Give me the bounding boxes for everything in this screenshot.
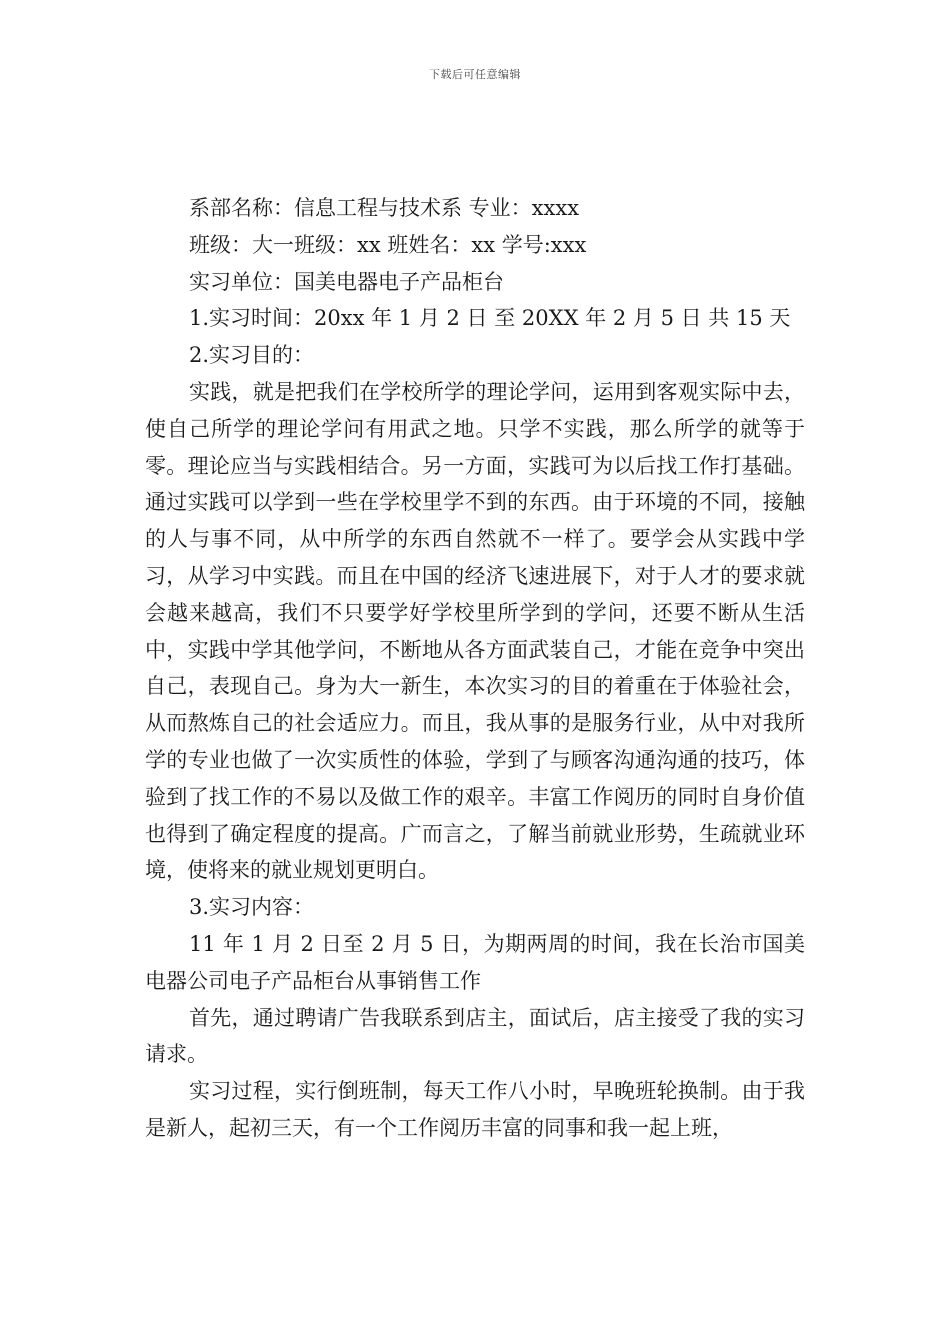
paragraph-purpose-body: 实践，就是把我们在学校所学的理论学问，运用到客观实际中去，使自己所学的理论学问有用武之地。只学不实践，那么所学的就等于零。理论应当与实践相结合。另一方面，实践可为以后找工作打基础。通过实践可以学到一些在学校里学不到的东西。由于环境的不同，接触的人与事不同，从中所学的东西自然就不一样了。要学会从实践中学习，从学习中实践。而且在中国的经济飞速进展下，对于人才的要求就会越来越高，我们不只要学好学校里所学到的学问，还要不断从生活中，实践中学其他学问，不断地从各方面武装自己，才能在竞争中突出自己，表现自己。身为大一新生，本次实习的目的着重在于体验社会，从而熬炼自己的社会适应力。而且，我从事的是服务行业，从中对我所学的专业也做了一次实质性的体验，学到了与顾客沟通沟通的技巧，体验到了找工作的不易以及做工作的艰辛。丰富工作阅历的同时自身价值也得到了确定程度的提高。广而言之，了解当前就业形势，生疏就业环境，使将来的就业规划更明白。 bbox=[145, 379, 805, 883]
paragraph-content-period: 11 年 1 月 2 日至 2 月 5 日，为期两周的时间，我在长治市国美电器公司电子产品柜台从事销售工作 bbox=[145, 931, 805, 993]
paragraph-department: 系部名称：信息工程与技术系 专业：xxxx bbox=[189, 196, 580, 220]
paragraph-class: 班级：大一班级：xx 班姓名：xx 学号:xxx bbox=[189, 232, 587, 257]
heading-internship-purpose: 2.实习目的： bbox=[189, 343, 315, 368]
header-note: 下载后可任意编辑 bbox=[429, 68, 521, 81]
heading-internship-content: 3.实习内容： bbox=[189, 895, 315, 920]
document-body bbox=[145, 190, 805, 1147]
paragraph-content-first: 首先，通过聘请广告我联系到店主，面试后，店主接受了我的实习请求。 bbox=[145, 1005, 805, 1067]
paragraph-internship-unit: 实习单位：国美电器电子产品柜台 bbox=[189, 269, 504, 294]
paragraph-internship-time: 1.实习时间：20xx 年 1 月 2 日 至 20XX 年 2 月 5 日 共 15 天 bbox=[189, 306, 791, 331]
paragraph-content-process: 实习过程，实行倒班制，每天工作八小时，早晚班轮换制。由于我是新人，起初三天，有一个工作阅历丰富的同事和我一起上班， bbox=[145, 1079, 805, 1140]
